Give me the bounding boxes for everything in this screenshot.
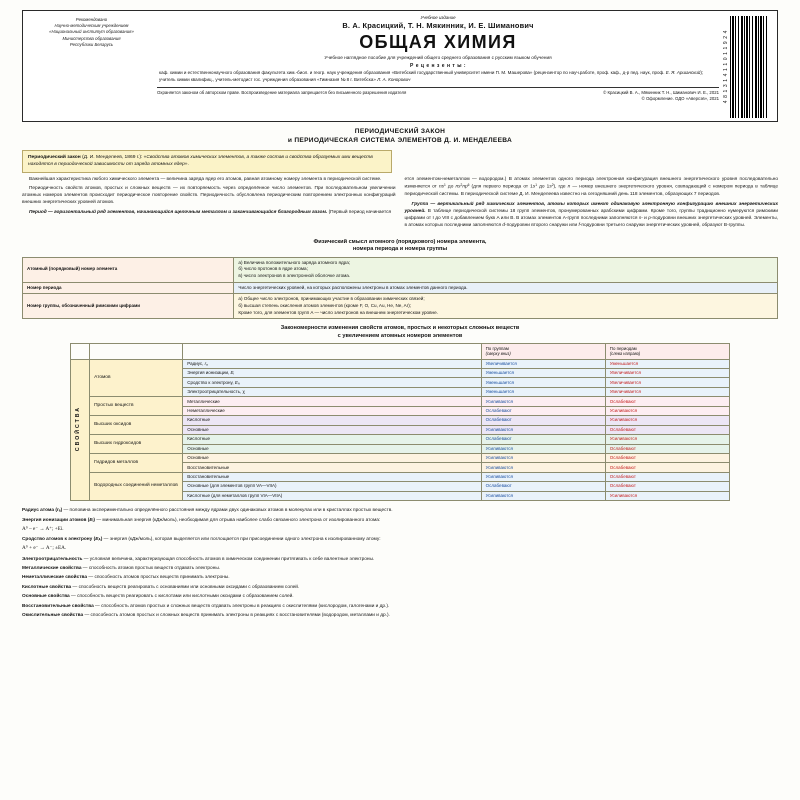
trend-by-group: Усиливаются bbox=[481, 453, 605, 462]
paragraph: Период — горизонтальный ряд элементов, начинающийся щелочным металлом и заканчивающийся благородным газом. (Первый период начинается bbox=[29, 210, 392, 216]
spacer-cell bbox=[71, 344, 90, 359]
reviewers-text: каф. химии и естественнонаучного образования факультета хим.-биол. и геогр. наук учреждения образования «Витебский государственный университет имени П. М. Машерова» (рецензентор по науч.работе, проф. каф., д-р пед. наук, проф. Е. Я. Аршанский); учитель химии квалифиц., учитель-методист гос. учреждения образования «Гимназия № 8 г. Витебска» Л. А. Конорович bbox=[159, 70, 704, 82]
section2-line1: Физический смысл атомного (порядкового) номера элемента, bbox=[313, 238, 487, 245]
property-name: Электроотрицательность, χ bbox=[183, 387, 481, 396]
property-name: Восстановительные bbox=[183, 472, 481, 481]
row-label: Атомный (порядковый) номер элемента bbox=[23, 257, 234, 282]
paragraph: ется элементом-неметаллом — водородом.) В атомах элементов одного периода электронная конфигурация внешнего энергетического уровня последовательно изменяется от $ns^1$ до $ns^2np^6$ (для первого периода от $1s^1$ до $1s^2$), где n — номер внешнего энергетического уровня, совпадающий с номером периода в таблице периодической системы. В периодической системе Д. И. Менделеева известно на сегодняшний день 118 элементов, образующих 7 периодов. bbox=[404, 176, 778, 197]
page-title: ОБЩАЯ ХИМИЯ bbox=[359, 32, 517, 52]
trend-by-group: Усиливаются bbox=[481, 463, 605, 472]
group-label-metal-hydrides: Гидридов металлов bbox=[90, 453, 183, 472]
group-label-higher-oxides: Высших оксидов bbox=[90, 416, 183, 435]
column-right bbox=[405, 177, 779, 233]
trend-by-group: Ослабевают bbox=[481, 416, 605, 425]
table-row bbox=[71, 472, 730, 481]
trend-by-group: Ослабевают bbox=[481, 482, 605, 491]
trend-by-period: Увеличивается bbox=[605, 378, 729, 387]
title-block bbox=[22, 10, 778, 122]
header-label: По периодам bbox=[609, 345, 637, 351]
title-center bbox=[157, 15, 719, 102]
trend-by-period: Усиливаются bbox=[605, 416, 729, 425]
trend-by-group: Усиливаются bbox=[481, 472, 605, 481]
trend-by-period: Ослабевают bbox=[605, 453, 729, 462]
property-name: Радиус, $r_а$ bbox=[183, 359, 481, 368]
group-label-hydrogen-compounds: Водородных соединений неметаллов bbox=[90, 472, 183, 500]
table-row bbox=[71, 397, 730, 406]
table-row bbox=[71, 359, 730, 368]
trend-by-group: Увеличивается bbox=[481, 359, 605, 368]
trend-by-group: Усиливаются bbox=[481, 397, 605, 406]
column-left bbox=[22, 177, 396, 221]
trend-by-group: Усиливаются bbox=[481, 425, 605, 434]
section1-line2: и ПЕРИОДИЧЕСКАЯ СИСТЕМА ЭЛЕМЕНТОВ Д. И. МЕНДЕЛЕЕВА bbox=[287, 136, 513, 144]
table-row bbox=[71, 435, 730, 444]
trend-by-period: Усиливаются bbox=[605, 406, 729, 415]
header-by-periods bbox=[605, 344, 729, 359]
svoystva-vertical-label: СВОЙСТВА bbox=[71, 359, 90, 501]
property-name: Кислотные (для неметаллов групп VIA—VIIA) bbox=[183, 491, 481, 500]
trend-by-period: Увеличивается bbox=[605, 369, 729, 378]
note-item: Восстановительные свойства — способность атомов простых и сложных веществ отдавать электроны в реакциях с окислителями (кислородом, галогенами и др.). bbox=[22, 603, 390, 609]
physical-meaning-table bbox=[22, 257, 778, 320]
note-item: Основные свойства — способность веществ реагировать с кислотами или кислотными оксидами с образованием солей. bbox=[22, 594, 294, 600]
spacer-cell bbox=[183, 344, 481, 359]
value-line: б) высшая степень окисления атомов элементов (кроме F, O, Cu, Au, He, Ne, Ar); bbox=[238, 302, 412, 308]
reviewers-heading: Р е ц е н з е н т ы : bbox=[409, 63, 467, 69]
header-sublabel: (сверху вниз) bbox=[485, 351, 511, 357]
property-name: Основные bbox=[183, 425, 481, 434]
table-header-row bbox=[71, 344, 730, 359]
property-name: Кислотные bbox=[183, 435, 481, 444]
definitions-notes bbox=[22, 507, 778, 619]
spacer-cell bbox=[90, 344, 183, 359]
trend-by-period: Ослабевают bbox=[605, 472, 729, 481]
note-item: Металлические свойства — способность атомов простых веществ отдавать электроны. bbox=[22, 565, 221, 571]
trend-by-period: Ослабевают bbox=[605, 444, 729, 453]
trends-table bbox=[70, 343, 730, 501]
two-column-text bbox=[22, 177, 778, 233]
note-item: Радиус атома $(r_а)$ — половина экспериментально определённого расстояния между ядрами двух одинаковых атомов в молекулах или в кристаллах простых веществ. bbox=[22, 508, 393, 514]
note-item: Неметаллические свойства — способность атомов простых веществ принимать электроны. bbox=[22, 575, 230, 581]
trend-by-period: Усиливаются bbox=[605, 491, 729, 500]
trend-by-period: Уменьшается bbox=[605, 359, 729, 368]
table-row bbox=[23, 294, 778, 319]
trend-by-period: Усиливаются bbox=[605, 435, 729, 444]
row-values bbox=[234, 257, 778, 282]
header-label: По группам bbox=[485, 345, 509, 351]
trend-by-period: Ослабевают bbox=[605, 397, 729, 406]
property-name: Основные bbox=[183, 444, 481, 453]
trend-by-period: Ослабевают bbox=[605, 482, 729, 491]
copyright-left: Охраняется законом об авторском праве. Воспроизведение материала запрещается без письменного разрешения издателя bbox=[157, 89, 407, 95]
group-label-atoms: Атомов bbox=[90, 359, 183, 397]
row-label: Номер периода bbox=[23, 282, 234, 294]
divider bbox=[157, 87, 719, 88]
property-name: Сродство к электрону, $E_A$ bbox=[183, 378, 481, 387]
trend-by-group: Ослабевают bbox=[481, 406, 605, 415]
table-row bbox=[23, 257, 778, 282]
section-physical-meaning-title bbox=[22, 239, 778, 254]
note-item: Кислотные свойства — способность веществ реагировать с основаниями или основными оксидами с образованием солей. bbox=[22, 584, 300, 590]
copyright-right: © Красицкий В. А., Мякинник Т. Н., Шиманович И. Е., 2021 © Оформление. ОДО «Аверсэв», 2021 bbox=[603, 89, 719, 101]
property-name: Кислотные bbox=[183, 416, 481, 425]
value-line: б) число протонов в ядре атома; bbox=[238, 266, 308, 272]
paragraph: Периодичность свойств атомов, простых и сложных веществ — их повторяемость через определённое число элементов. При последовательном увеличении атомных номеров элементов происходит периодическое повторение свойств. Периодичность обусловлена периодическим повторением электронных конфигураций внешних энергетических уровней атомов. bbox=[22, 186, 396, 206]
table-row bbox=[71, 453, 730, 462]
header-sublabel: (слева направо) bbox=[609, 351, 641, 357]
value-line: а) Общее число электронов, принимающих участие в образовании химических связей; bbox=[238, 296, 425, 302]
note-item: Электроотрицательность — условная величина, характеризующая способность атомов в химическом соединении притягивать к себе валентные электроны. bbox=[22, 556, 375, 562]
formula-affinity: A⁰ + e⁻ → A⁻; ±EA. bbox=[22, 545, 67, 552]
trend-by-group: Усиливаются bbox=[481, 491, 605, 500]
edition-type: Учебное издание bbox=[420, 15, 456, 20]
trend-by-group: Ослабевают bbox=[481, 435, 605, 444]
row-values: Число энергетических уровней, на которых расположены электроны в атомах элементов данного периода. bbox=[234, 282, 778, 294]
row-label: Номер группы, обозначенный римскими цифрами bbox=[23, 294, 234, 319]
recommendation-note: Рекомендовано Научно-методическим учреждением «Национальный институт образования» Министерства образования Республики Беларусь bbox=[49, 17, 134, 47]
value-line: а) Величина положительного заряда атомного ядра; bbox=[238, 259, 351, 265]
paragraph: Важнейшая характеристика любого химического элемента — величина заряда ядер его атомов, равная атомному номеру элемента в периодической системе. bbox=[29, 176, 382, 182]
property-name: Основные bbox=[183, 453, 481, 462]
note-item: Энергия ионизации атомов $(E_i)$ — минимальная энергия (кДж/моль), необходимая для отрыва наиболее слабо связанного электрона от изолированного атома: bbox=[22, 517, 381, 523]
trend-by-group: Уменьшается bbox=[481, 387, 605, 396]
section-periodic-law-title bbox=[22, 128, 778, 146]
property-name: Металлические bbox=[183, 397, 481, 406]
barcode-digits: 4 8 1 3 1 4 1 1 0 1 1 9 2 4 bbox=[723, 30, 729, 104]
note-item: Сродство атомов к электрону $(E_A)$ — энергия (кДж/моль), которая выделяется или поглощается при присоединении одного электрона к изолированному атому: bbox=[22, 537, 381, 543]
section2-line2: номера периода и номера группы bbox=[352, 246, 448, 253]
section1-line1: ПЕРИОДИЧЕСКИЙ ЗАКОН bbox=[354, 128, 446, 135]
table-row bbox=[71, 416, 730, 425]
value-line: Кроме того, для элементов групп A — число электронов на внешнем энергетическом уровне. bbox=[238, 309, 438, 315]
trend-by-group: Усиливаются bbox=[481, 444, 605, 453]
table-row bbox=[23, 282, 778, 294]
note-item: Окислительные свойства — способность атомов простых и сложных веществ принимать электроны в реакциях с восстановителями (водородом, металлами и др.). bbox=[22, 613, 390, 618]
group-label-simple-substances: Простых веществ bbox=[90, 397, 183, 416]
trend-by-group: Уменьшается bbox=[481, 369, 605, 378]
periodic-law-definition: Периодический закон (Д. И. Менделеев, 1869 г.): «Свойства атомов химических элементов, а также состав и свойства образуемых ими веществ находятся в периодической зависимости от заряда атомных ядер». bbox=[22, 150, 392, 173]
value-line: в) число электронов в электронной оболочке атома. bbox=[238, 272, 351, 278]
section-trends-title: Закономерности изменения свойств атомов, простых и некоторых сложных веществ с увеличением атомных номеров элементов bbox=[280, 325, 520, 339]
authors: В. А. Красицкий, Т. Н. Мякинник, И. Е. Шиманович bbox=[342, 21, 534, 30]
header-by-groups bbox=[481, 344, 605, 359]
barcode-lines bbox=[730, 16, 768, 118]
paragraph: Группа — вертикальный ряд химических элементов, атомы которых имеют одинаковую электронную конфигурацию внешних энергетических уровней. В таблице периодической системы 18 групп элементов, пронумерованных арабскими цифрами. Кроме того, группы традиционно нумеруются римскими цифрами от I до VIII с добавлением букв A или B. В атомах элементов A-групп последними заполняются s- и p-подуровни внешних энергетических уровней. Элементы, в атомах которых последними заполняются d-подуровни второго снаружи или f-подуровни третьего снаружи энергетических уровней, образуют B-группы. bbox=[404, 201, 779, 228]
subtitle: Учебное наглядное пособие для учреждений общего среднего образования с русским языком обучения bbox=[324, 55, 552, 60]
trend-by-group: Уменьшается bbox=[481, 378, 605, 387]
group-label-higher-hydroxides: Высших гидроксидов bbox=[90, 435, 183, 454]
trend-by-period: Увеличивается bbox=[605, 387, 729, 396]
property-name: Неметаллические bbox=[183, 406, 481, 415]
barcode bbox=[723, 16, 773, 118]
row-values bbox=[234, 294, 778, 319]
property-name: Восстановительные bbox=[183, 463, 481, 472]
property-name: Основные (для элементов групп VA—VIIA) bbox=[183, 482, 481, 491]
formula-ionization: A⁰ – e⁻ → A⁺; +Ei. bbox=[22, 525, 64, 532]
trend-by-period: Ослабевают bbox=[605, 463, 729, 472]
property-name: Энергия ионизации, $E_i$ bbox=[183, 369, 481, 378]
trend-by-period: Ослабевают bbox=[605, 425, 729, 434]
